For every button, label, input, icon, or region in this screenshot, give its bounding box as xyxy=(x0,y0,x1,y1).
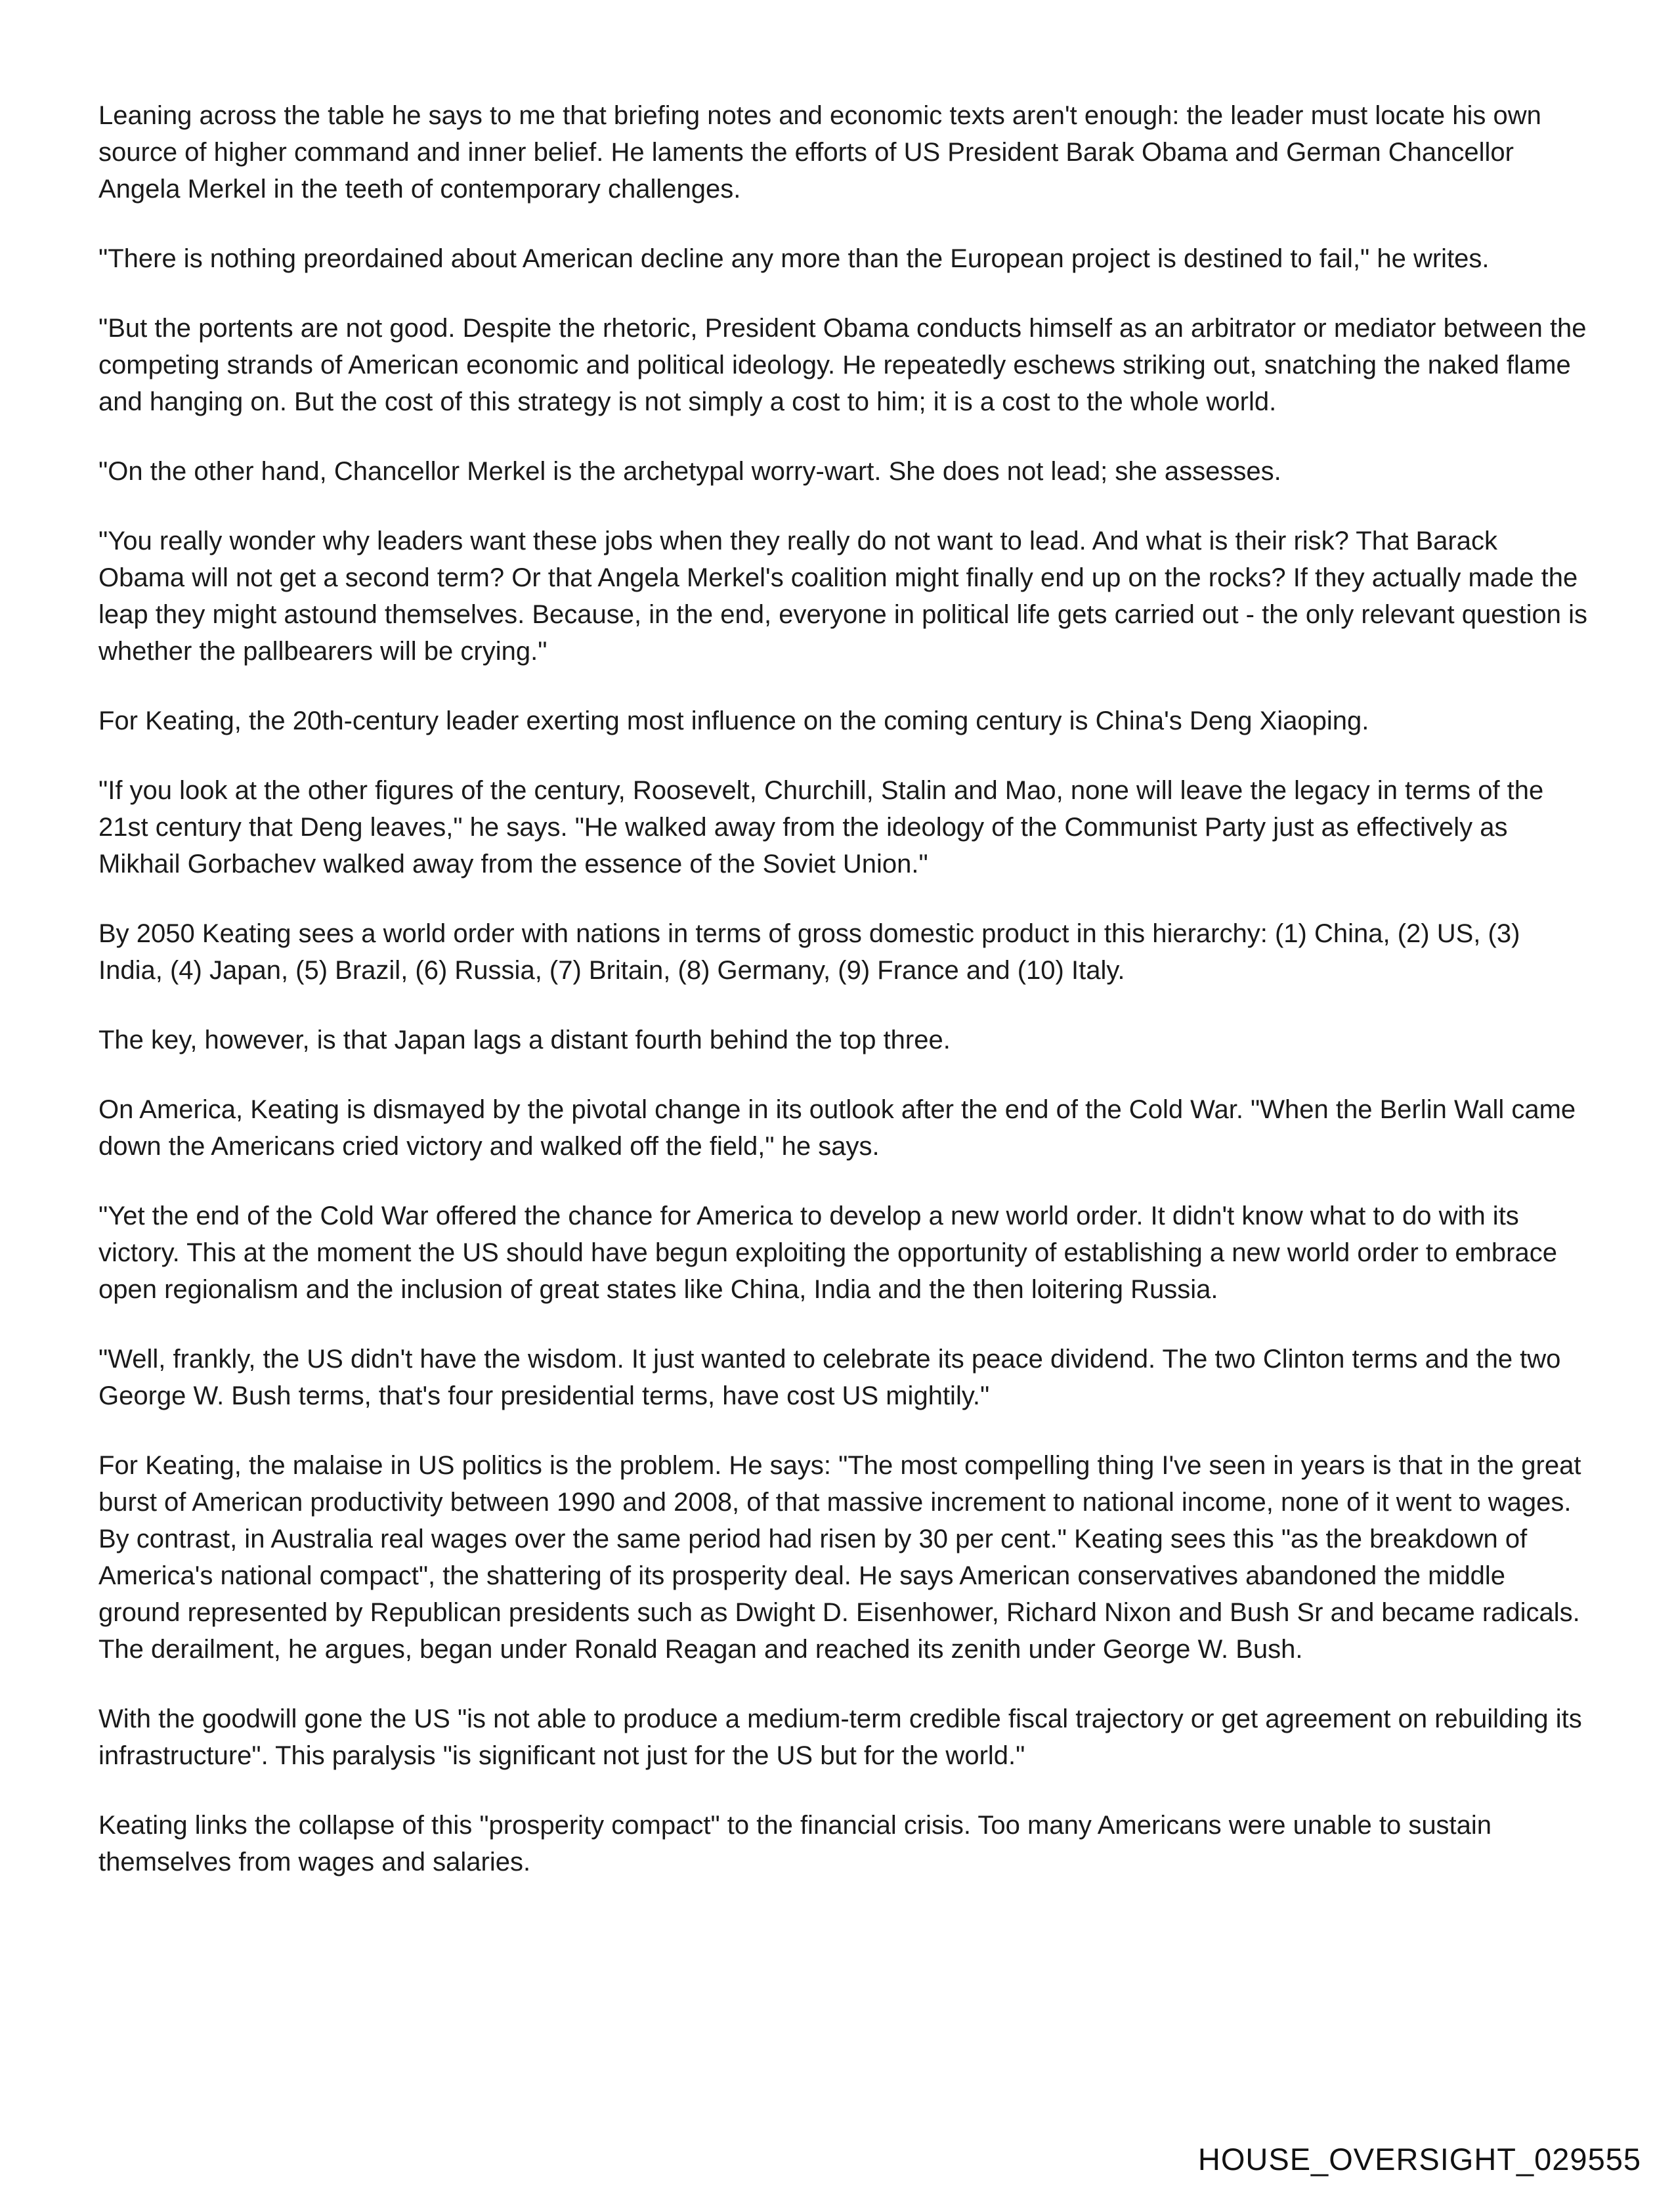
paragraph-15: Keating links the collapse of this "prosperity compact" to the financial crisis. Too many Americans were unable to sustain themselves from wages and salaries. xyxy=(98,1811,1492,1876)
paragraph-12: "Well, frankly, the US didn't have the wisdom. It just wanted to celebrate its peace dividend. The two Clinton terms and the two George W. Bush terms, that's four presidential terms, have cost US mightily." xyxy=(98,1345,1561,1410)
paragraph-13: For Keating, the malaise in US politics is the problem. He says: "The most compelling thing I've seen in years is that in the great burst of American productivity between 1990 and 2008, of that massive increment to national income, none of it went to wages. By contrast, in Australia real wages over the same period had risen by 30 per cent." Keating sees this "as the breakdown of America's national compact", the shattering of its prosperity deal. He says American conservatives abandoned the middle ground represented by Republican presidents such as Dwight D. Eisenhower, Richard Nixon and Bush Sr and became radicals. The derailment, he argues, began under Ronald Reagan and reached its zenith under George W. Bush. xyxy=(98,1451,1581,1664)
paragraph-6: For Keating, the 20th-century leader exerting most influence on the coming century is China's Deng Xiaoping. xyxy=(98,706,1369,735)
paragraph-4: "On the other hand, Chancellor Merkel is the archetypal worry-wart. She does not lead; she assesses. xyxy=(98,457,1281,486)
paragraph-10: On America, Keating is dismayed by the pivotal change in its outlook after the end of the Cold War. "When the Berlin Wall came down the Americans cried victory and walked off the field," he says. xyxy=(98,1095,1576,1161)
paragraph-2: "There is nothing preordained about American decline any more than the European project is destined to fail," he writes. xyxy=(98,244,1490,273)
paragraph-9: The key, however, is that Japan lags a distant fourth behind the top three. xyxy=(98,1026,951,1054)
paragraph-1: Leaning across the table he says to me that briefing notes and economic texts aren't enough: the leader must locate his own source of higher command and inner belief. He laments the efforts of US President Barak Obama and German Chancellor Angela Merkel in the teeth of contemporary challenges. xyxy=(98,101,1541,204)
paragraph-5: "You really wonder why leaders want these jobs when they really do not want to lead. And what is their risk? That Barack Obama will not get a second term? Or that Angela Merkel's coalition might finally end up on the rocks? If they actually made the leap they might astound themselves. Because, in the end, everyone in political life gets carried out - the only relevant question is whether the pallbearers will be crying." xyxy=(98,527,1587,666)
paragraph-7: "If you look at the other figures of the century, Roosevelt, Churchill, Stalin and Mao, none will leave the legacy in terms of the 21st century that Deng leaves," he says. "He walked away from the ideology of the Communist Party just as effectively as Mikhail Gorbachev walked away from the essence of the Soviet Union." xyxy=(98,776,1544,878)
paragraph-14: With the goodwill gone the US "is not able to produce a medium-term credible fiscal trajectory or get agreement on rebuilding its infrastructure". This paralysis "is significant not just for the US but for the world." xyxy=(98,1704,1582,1770)
paragraph-11: "Yet the end of the Cold War offered the chance for America to develop a new world order. It didn't know what to do with its victory. This at the moment the US should have begun exploiting the opportunity of establishing a new world order to embrace open regionalism and the inclusion of great states like China, India and the then loitering Russia. xyxy=(98,1202,1557,1304)
paragraph-8: By 2050 Keating sees a world order with nations in terms of gross domestic product in this hierarchy: (1) China, (2) US, (3) India, (4) Japan, (5) Brazil, (6) Russia, (7) Britain, (8) Germany, (9) France and (10) Italy. xyxy=(98,919,1520,985)
paragraph-3: "But the portents are not good. Despite the rhetoric, President Obama conducts himself as an arbitrator or mediator between the competing strands of American economic and political ideology. He repeatedly eschews striking out, snatching the naked flame and hanging on. But the cost of this strategy is not simply a cost to him; it is a cost to the whole world. xyxy=(98,314,1587,416)
bates-stamp: HOUSE_OVERSIGHT_029555 xyxy=(1197,2142,1641,2177)
document-body xyxy=(98,97,1589,1913)
